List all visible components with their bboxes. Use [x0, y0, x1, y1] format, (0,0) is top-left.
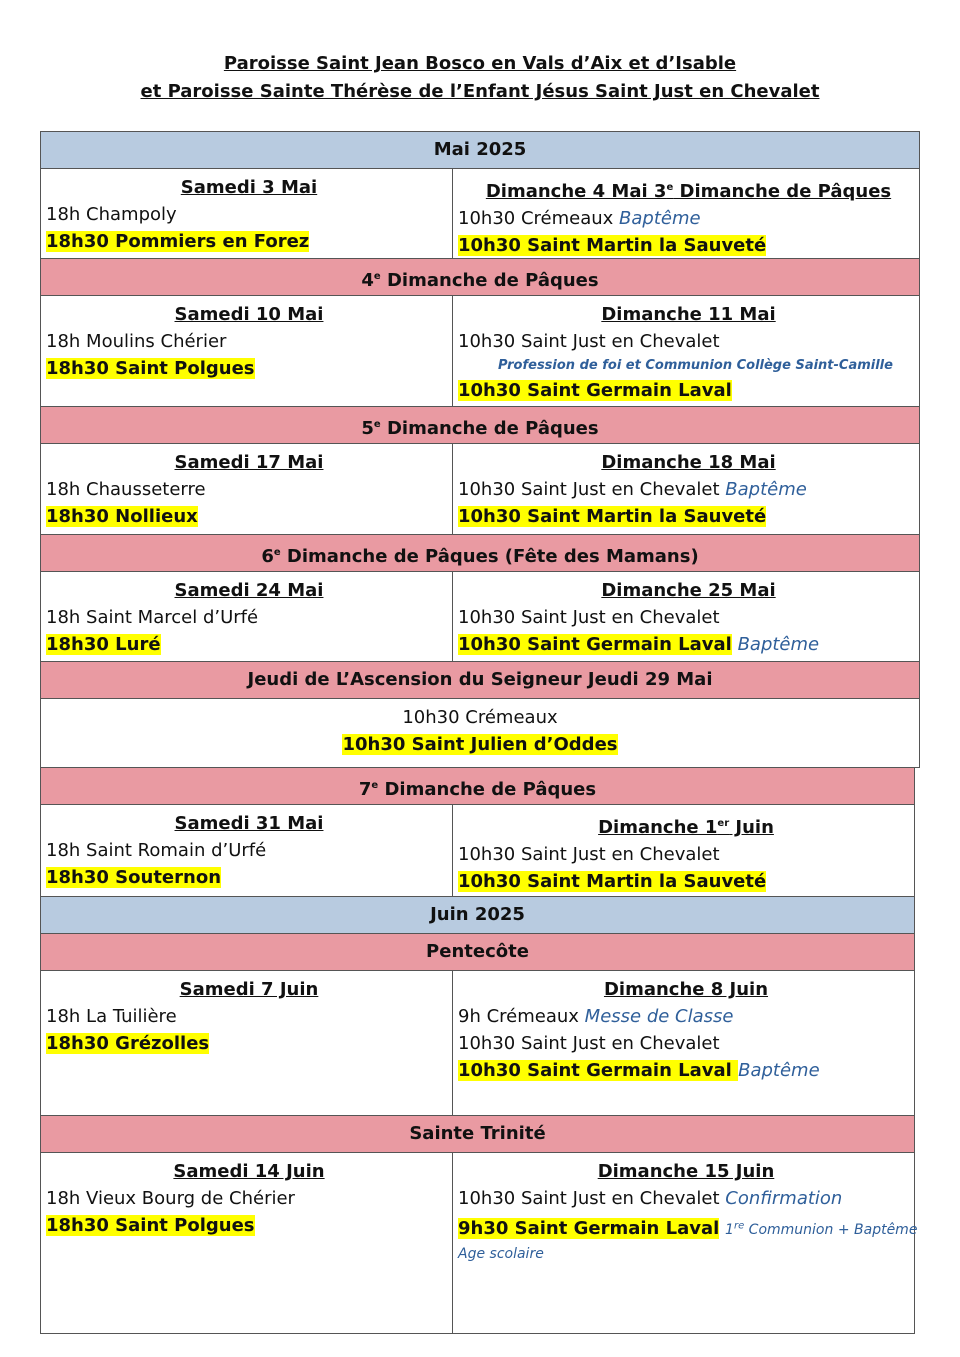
mass-time-highlight: 10h30 Saint Germain Laval: [458, 1060, 739, 1081]
saturday-cell: [41, 444, 453, 534]
sunday-band: 4e Dimanche de Pâques: [40, 258, 920, 296]
sunday-band: Pentecôte: [40, 933, 915, 971]
mass-time-highlight: 18h30 Luré: [46, 634, 161, 655]
mass-time: 10h30 Saint Just en Chevalet: [458, 607, 720, 628]
header-line-2: et Paroisse Sainte Thérèse de l’Enfant Jésus Saint Just en Chevalet: [140, 81, 820, 102]
mass-time: 10h30 Saint Just en Chevalet: [458, 844, 720, 865]
mass-time-highlight: 10h30 Saint Germain Laval: [458, 634, 732, 655]
mass-time: 18h Moulins Chérier: [46, 331, 227, 352]
mass-note: 1re Communion + Baptême: [725, 1220, 918, 1238]
mass-note: Baptême: [738, 1060, 820, 1081]
saturday-cell: [41, 572, 453, 661]
saturday-date: Samedi 24 Mai: [174, 580, 324, 601]
mass-time: 10h30 Saint Just en Chevalet: [458, 479, 720, 500]
mass-time: 18h Vieux Bourg de Chérier: [46, 1188, 295, 1209]
week-row: [40, 1152, 918, 1334]
saturday-date: Samedi 7 Juin: [179, 979, 319, 1000]
saturday-cell: [41, 169, 453, 258]
mass-note: Profession de foi et Communion Collège Saint-Camille: [498, 358, 893, 373]
sunday-band: Sainte Trinité: [40, 1115, 915, 1153]
mass-time-highlight: 9h30 Saint Germain Laval: [458, 1217, 720, 1239]
mass-time-highlight: 10h30 Saint Germain Laval: [458, 380, 732, 401]
mass-time-highlight: 10h30 Saint Martin la Sauveté: [458, 235, 767, 256]
mass-note: Confirmation: [725, 1188, 843, 1209]
mass-time-highlight: 18h30 Saint Polgues: [46, 1215, 255, 1236]
sunday-cell: [453, 296, 919, 406]
mass-time: 18h Champoly: [46, 204, 177, 225]
saturday-cell: [41, 805, 453, 896]
saturday-cell: [41, 296, 453, 406]
mass-time-highlight: 18h30 Souternon: [46, 867, 222, 888]
ascension-band: Jeudi de L’Ascension du Seigneur Jeudi 29 Mai: [40, 661, 920, 699]
sunday-cell: [453, 444, 919, 534]
mass-time-highlight: 18h30 Grézolles: [46, 1033, 210, 1054]
mass-time-highlight: 18h30 Pommiers en Forez: [46, 231, 310, 252]
week-row: [40, 295, 920, 407]
sunday-cell: [453, 971, 914, 1115]
week-row: [40, 443, 920, 535]
mass-time: 10h30 Saint Just en Chevalet: [458, 331, 720, 352]
sunday-date: Dimanche 8 Juin: [603, 979, 769, 1000]
sunday-date: Dimanche 15 Juin: [597, 1161, 775, 1182]
mass-time: 18h La Tuilière: [46, 1006, 177, 1027]
month-band-juin: Juin 2025: [40, 896, 915, 934]
sunday-band: 7e Dimanche de Pâques: [40, 767, 915, 805]
sunday-date: Dimanche 1er Juin: [598, 817, 774, 838]
sunday-date: Dimanche 25 Mai: [601, 580, 776, 601]
week-row: [40, 804, 915, 897]
week-row: [40, 168, 920, 259]
mass-time-highlight: 10h30 Saint Julien d’Oddes: [342, 734, 618, 755]
month-band-mai: Mai 2025: [40, 131, 920, 169]
sunday-date: Dimanche 11 Mai: [601, 304, 776, 325]
sunday-cell: [453, 805, 914, 896]
mass-note: Baptême: [619, 208, 701, 229]
sunday-cell: [453, 1153, 918, 1333]
saturday-date: Samedi 17 Mai: [174, 452, 324, 473]
saturday-date: Samedi 3 Mai: [180, 177, 318, 198]
ascension-row: [40, 698, 920, 768]
mass-time: 10h30 Crémeaux: [402, 707, 558, 728]
saturday-cell: [41, 971, 453, 1115]
mass-note: Age scolaire: [458, 1245, 544, 1262]
sunday-band: 6e Dimanche de Pâques (Fête des Mamans): [40, 534, 920, 572]
sunday-band: 5e Dimanche de Pâques: [40, 406, 920, 444]
mass-time: 9h Crémeaux: [458, 1006, 579, 1027]
saturday-date: Samedi 31 Mai: [174, 813, 324, 834]
mass-time: 18h Saint Marcel d’Urfé: [46, 607, 259, 628]
mass-time: 10h30 Crémeaux: [458, 208, 614, 229]
sunday-date: Dimanche 18 Mai: [601, 452, 776, 473]
saturday-cell: [41, 1153, 453, 1333]
saturday-date: Samedi 10 Mai: [174, 304, 324, 325]
sunday-date: Dimanche 4 Mai 3e Dimanche de Pâques: [485, 181, 892, 202]
mass-time-highlight: 10h30 Saint Martin la Sauveté: [458, 871, 767, 892]
mass-time: 18h Chausseterre: [46, 479, 206, 500]
sunday-cell: [453, 572, 919, 661]
mass-time: 18h Saint Romain d’Urfé: [46, 840, 267, 861]
sunday-cell: [453, 169, 919, 258]
week-row: [40, 970, 915, 1116]
header-line-1: Paroisse Saint Jean Bosco en Vals d’Aix et d’Isable: [223, 53, 737, 74]
mass-time-highlight: 18h30 Saint Polgues: [46, 358, 255, 379]
mass-note: Baptême: [737, 634, 820, 655]
mass-time: 10h30 Saint Just en Chevalet: [458, 1188, 720, 1209]
week-row: [40, 571, 920, 662]
mass-time-highlight: 18h30 Nollieux: [46, 506, 198, 527]
mass-note: Messe de Classe: [584, 1006, 734, 1027]
saturday-date: Samedi 14 Juin: [173, 1161, 325, 1182]
mass-time: 10h30 Saint Just en Chevalet: [458, 1033, 720, 1054]
mass-time-highlight: 10h30 Saint Martin la Sauveté: [458, 506, 767, 527]
mass-note: Baptême: [725, 479, 807, 500]
